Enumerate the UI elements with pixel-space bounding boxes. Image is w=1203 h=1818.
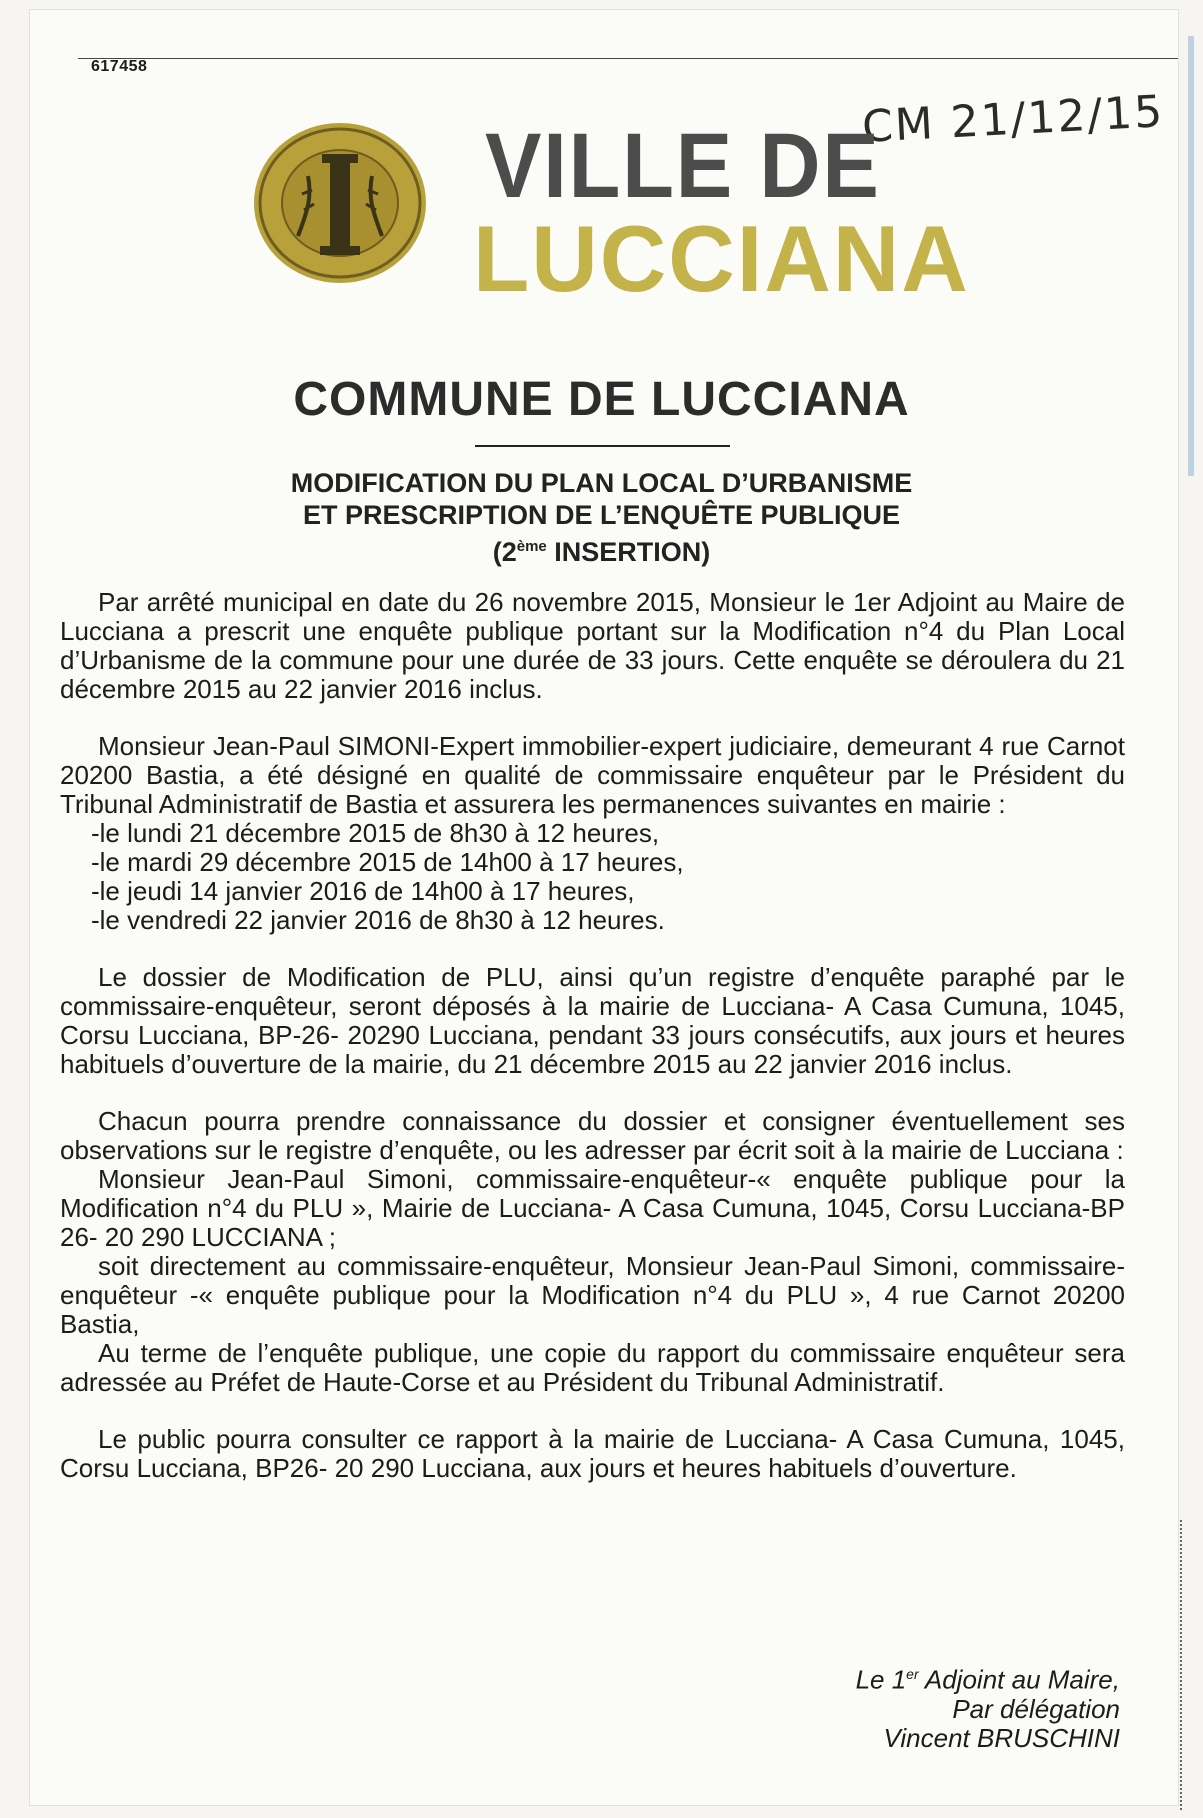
signature-line-2: Par délégation [952,1693,1120,1724]
paragraph-conclusion: Au terme de l’enquête publique, une copie du rapport du commissaire enquêteur sera adressée au Préfet de Haute-Corse et au Président du Tribunal Administratif. [60,1338,1125,1397]
title-divider [475,445,730,447]
paragraph-observations-option-2: soit directement au commissaire-enquêteur, Monsieur Jean-Paul Simoni, commissaire-enquêteur -« enquête publique pour la Modification n°4 du PLU », 4 rue Carnot 20200 Bastia, [60,1251,1125,1339]
schedule-item: -le lundi 21 décembre 2015 de 8h30 à 12 heures, [91,818,660,848]
logo-lucciana: LUCCIANA [473,206,970,311]
paragraph-observations-option-1: Monsieur Jean-Paul Simoni, commissaire-enquêteur-« enquête publique pour la Modification n°4 du PLU », Mairie de Lucciana- A Casa Cumuna, 1045, Corsu Lucciana-BP 26- 20 290 LUCCIANA ; [60,1164,1125,1252]
heading-line-3: (2ème INSERTION) [492,537,711,567]
notice-body [60,588,1125,1483]
page-edge-dots [1180,1520,1182,1810]
signature-name: Vincent BRUSCHINI [883,1722,1120,1753]
paragraph-commissioner: Monsieur Jean-Paul SIMONI-Expert immobilier-expert judiciaire, demeurant 4 rue Carnot 20200 Bastia, a été désigné en qualité de commissaire enquêteur par le Président du Tribunal Administratif de Bastia et assurera les permanences suivantes en mairie : [60,731,1125,819]
schedule-item: -le mardi 29 décembre 2015 de 14h00 à 17 heures, [91,847,684,877]
commune-title: COMMUNE DE LUCCIANA [293,373,910,426]
paragraph-observations: Chacun pourra prendre connaissance du dossier et consigner éventuellement ses observations sur le registre d’enquête, ou les adresser par écrit soit à la mairie de Lucciana : [60,1106,1125,1165]
paragraph-dossier: Le dossier de Modification de PLU, ainsi qu’un registre d’enquête paraphé par le commissaire-enquêteur, seront déposés à la mairie de Lucciana- A Casa Cumuna, 1045, Corsu Lucciana, BP-26- 20290 Lucciana, pendant 33 jours consécutifs, aux jours et heures habituels d’ouverture de la mairie, du 21 décembre 2015 au 22 janvier 2016 inclus. [60,962,1125,1079]
heading-line-1: MODIFICATION DU PLAN LOCAL D’URBANISME [290,468,913,498]
top-rule [78,58,1178,59]
paragraph-public-access: Le public pourra consulter ce rapport à la mairie de Lucciana- A Casa Cumuna, 1045, Corsu Lucciana, BP26- 20 290 Lucciana, aux jours et heures habituels d’ouverture. [60,1424,1125,1483]
schedule-item: -le vendredi 22 janvier 2016 de 8h30 à 12 heures. [91,905,665,935]
schedule-item: -le jeudi 14 janvier 2016 de 14h00 à 17 heures, [91,876,635,906]
signature-line-1: Le 1er Adjoint au Maire, [855,1664,1120,1695]
heading-line-2: ET PRESCRIPTION DE L’ENQUÊTE PUBLIQUE [302,500,901,530]
municipal-seal-icon [250,118,430,288]
paragraph-decree: Par arrêté municipal en date du 26 novembre 2015, Monsieur le 1er Adjoint au Maire de Lucciana a prescrit une enquête publique portant sur la Modification n°4 du Plan Local d’Urbanisme de la commune pour une durée de 33 jours. Cette enquête se déroulera du 21 décembre 2015 au 22 janvier 2016 inclus. [60,587,1125,704]
signature-block [760,1660,1120,1753]
handwritten-date-note: CM 21/12/15 [860,86,1166,153]
reference-number: 617458 [91,58,148,75]
permanence-schedule [60,819,1125,935]
logo-ville-de: VILLE DE [485,115,881,217]
notice-heading [0,467,1203,568]
